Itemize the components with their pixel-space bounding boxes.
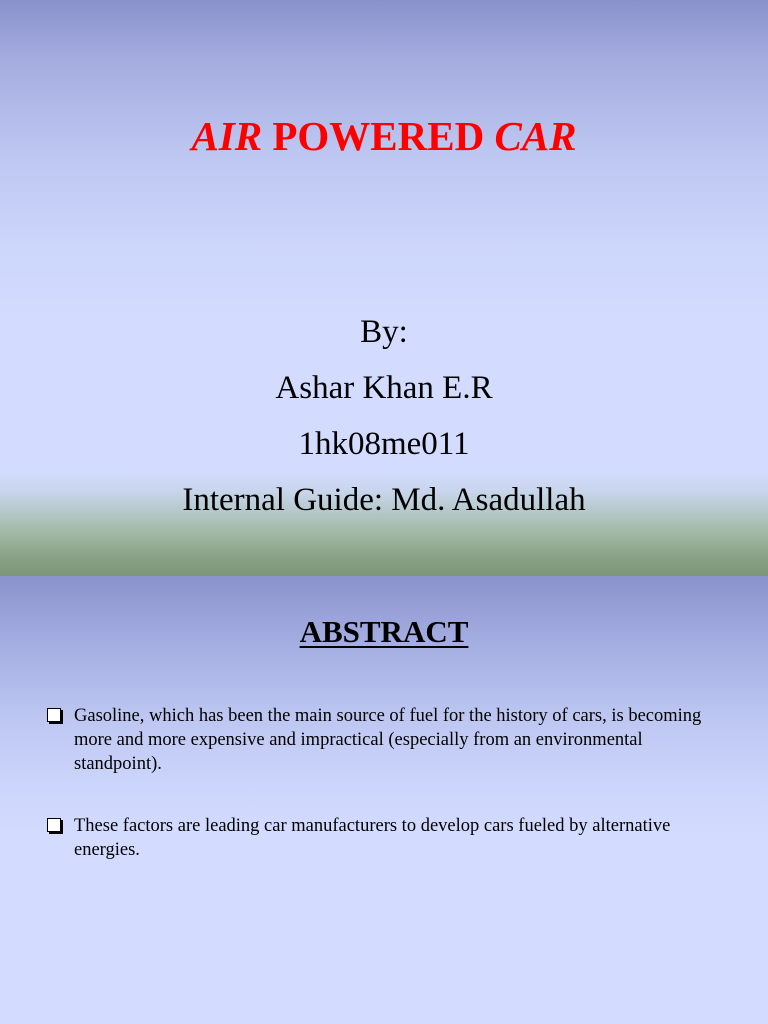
by-label: By: [360,314,408,350]
abstract-bullet-list [46,704,726,862]
abstract-heading-text: ABSTRACT [299,614,469,649]
checkbox-square-icon [47,708,61,722]
abstract-heading [0,614,768,650]
title-word-powered: POWERED [272,113,485,159]
list-item [46,704,726,776]
abstract-slide [0,576,768,1024]
title-word-car: CAR [494,113,577,159]
author-name: Ashar Khan E.R [275,370,493,406]
title-word-air: AIR [191,113,263,159]
bullet-text: Gasoline, which has been the main source of fuel for the history of cars, is becoming more and more expensive and impractical (especially from an environmental standpoint). [74,706,702,774]
internal-guide: Internal Guide: Md. Asadullah [182,482,586,518]
list-item [46,814,726,862]
checkbox-square-icon [47,818,61,832]
byline [0,304,768,528]
bullet-text: These factors are leading car manufacturers to develop cars fueled by alternative energies. [74,816,671,860]
student-usn: 1hk08me011 [298,426,470,462]
slide-title [0,112,768,160]
